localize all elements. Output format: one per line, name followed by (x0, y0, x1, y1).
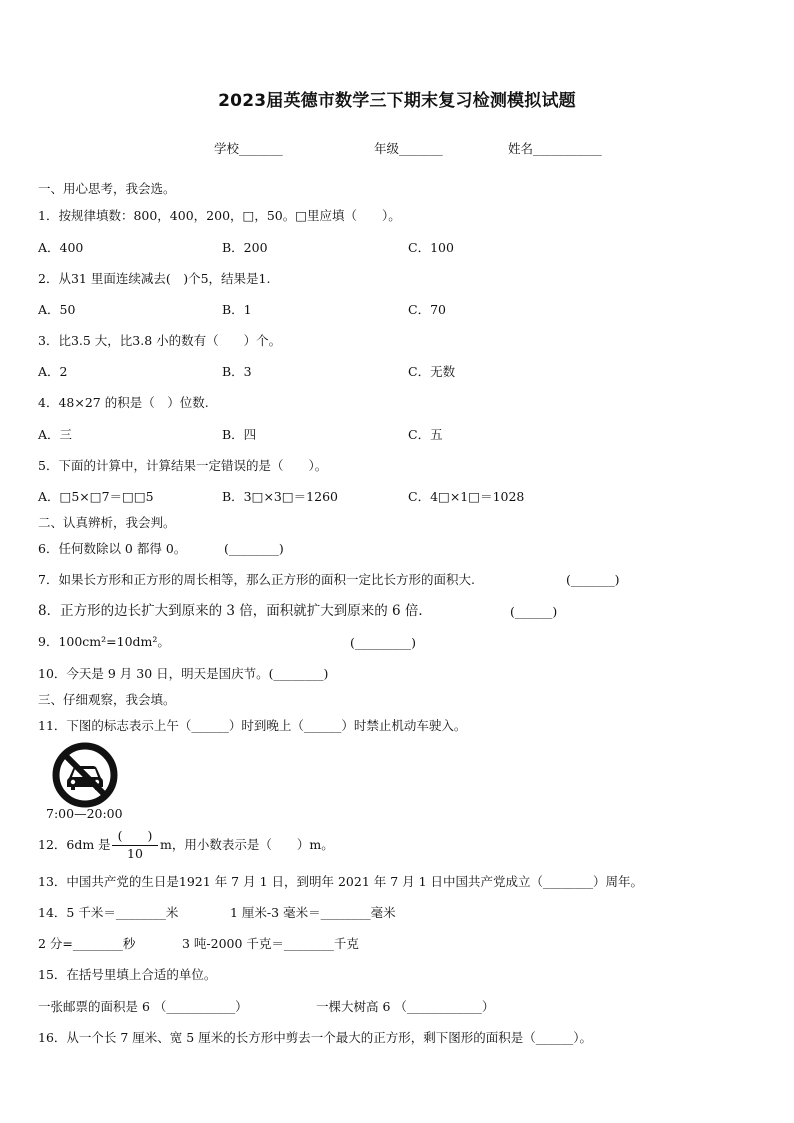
question-4: 4．48×27 的积是（ ）位数. (38, 395, 209, 410)
q7-answer-blank[interactable]: (_______) (566, 572, 620, 587)
q3-option-c: C．无数 (408, 364, 456, 379)
question-15-part-2: 一棵大树高 6 （____________） (316, 999, 495, 1014)
q1-option-b: B．200 (222, 240, 268, 255)
question-7: 7．如果长方形和正方形的周长相等，那么正方形的面积一定比长方形的面积大. (38, 572, 475, 587)
question-3: 3．比3.5 大，比3.8 小的数有（ ）个。 (38, 333, 282, 348)
question-9: 9．100cm²=10dm²。 (38, 634, 170, 649)
question-15-part-1: 一张邮票的面积是 6 （___________） (38, 999, 248, 1014)
q12-fraction (112, 828, 158, 861)
q2-option-c: C．70 (408, 302, 446, 317)
sign-caption: 7:00—20:00 (46, 806, 123, 821)
q3-option-b: B．3 (222, 364, 252, 379)
q1-option-a: A．400 (38, 240, 84, 255)
page-title: 2023届英德市数学三下期末复习检测模拟试题 (218, 91, 576, 111)
question-12-prefix: 12．6dm 是 (38, 837, 111, 852)
question-14-part-1: 14．5 千米＝________米 (38, 905, 179, 920)
q2-option-b: B．1 (222, 302, 252, 317)
section-heading-2: 二、认真辨析，我会判。 (38, 515, 176, 530)
question-12-suffix: m，用小数表示是（ ）m。 (160, 837, 334, 852)
q12-fraction-denominator: 10 (127, 846, 143, 861)
q5-option-c: C．4□×1□＝1028 (408, 489, 525, 504)
question-1: 1．按规律填数：800，400，200，□，50。□里应填（ ）。 (38, 208, 401, 223)
question-14-part-4: 3 吨-2000 千克＝________千克 (182, 936, 359, 951)
question-13: 13．中国共产党的生日是1921 年 7 月 1 日，到明年 2021 年 7 月 1 日中国共产党成立（________）周年。 (38, 874, 644, 889)
q1-option-c: C．100 (408, 240, 454, 255)
question-2: 2．从31 里面连续减去( )个5，结果是1. (38, 271, 271, 286)
q4-option-b: B．四 (222, 427, 257, 442)
question-8: 8．正方形的边长扩大到原来的 3 倍，面积就扩大到原来的 6 倍． (38, 603, 432, 619)
grade-field: 年级_______ (374, 141, 443, 156)
section-heading-1: 一、用心思考，我会选。 (38, 181, 176, 196)
q8-answer-blank[interactable]: (______) (510, 604, 558, 619)
q4-option-a: A．三 (38, 427, 73, 442)
no-motor-vehicles-sign-icon (50, 740, 120, 810)
question-5: 5．下面的计算中，计算结果一定错误的是（ ）。 (38, 458, 328, 473)
question-6: 6．任何数除以 0 都得 0。 (38, 541, 187, 556)
q4-option-c: C．五 (408, 427, 443, 442)
q5-option-b: B．3□×3□＝1260 (222, 489, 338, 504)
q2-option-a: A．50 (38, 302, 76, 317)
q12-fraction-numerator[interactable]: ( ) (117, 828, 153, 843)
question-14-part-3: 2 分=________秒 (38, 936, 136, 951)
question-11: 11．下图的标志表示上午（______）时到晚上（______）时禁止机动车驶入。 (38, 718, 467, 733)
question-14-part-2: 1 厘米-3 毫米＝________毫米 (230, 905, 396, 920)
school-field: 学校_______ (214, 141, 283, 156)
q6-answer-blank[interactable]: (________) (224, 541, 284, 556)
q9-answer-blank[interactable]: (_________) (350, 635, 417, 650)
question-10: 10．今天是 9 月 30 日，明天是国庆节。(________) (38, 666, 329, 681)
question-16: 16．从一个长 7 厘米、宽 5 厘米的长方形中剪去一个最大的正方形，剩下图形的面积是（______）。 (38, 1030, 592, 1045)
q3-option-a: A．2 (38, 364, 68, 379)
section-heading-3: 三、仔细观察，我会填。 (38, 692, 176, 707)
question-15: 15．在括号里填上合适的单位。 (38, 967, 217, 982)
name-field: 姓名___________ (508, 141, 602, 156)
q5-option-a: A．□5×□7＝□□5 (38, 489, 154, 504)
